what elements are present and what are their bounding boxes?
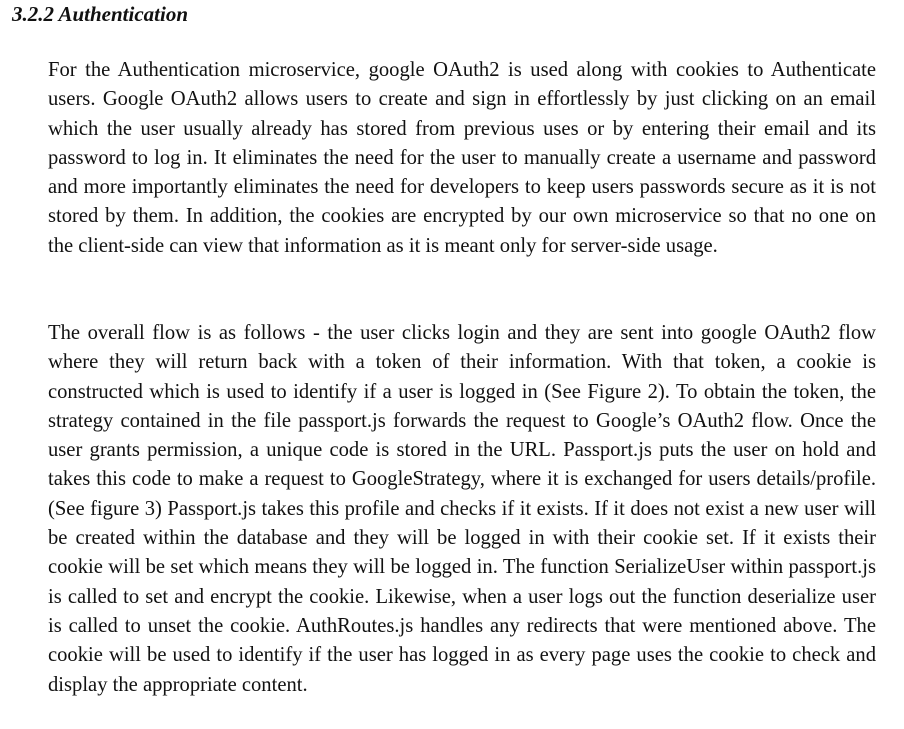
section-heading: 3.2.2 Authentication: [12, 2, 189, 26]
paragraph-auth-flow: The overall flow is as follows - the user clicks login and they are sent into google OAuth2 flow where they will return back with a token of their information. With that token, a cookie is constructed which is used to identify if a user is logged in (See Figure 2). To obtain the token, the strategy contained in the file passport.js forwards the request to Google’s OAuth2 flow. Once the user grants permission, a unique code is stored in the URL. Passport.js puts the user on hold and takes this code to make a request to GoogleStrategy, where it is exchanged for users details/profile. (See figure 3) Passport.js takes this profile and checks if it exists. If it does not exist a new user will be created within the database and they will be logged in with their cookie set. If it exists their cookie will be set which means they will be logged in. The function SerializeUser within passport.js is called to set and encrypt the cookie. Likewise, when a user logs out the function deserialize user is called to unset the cookie. AuthRoutes.js handles any redirects that were mentioned above. The cookie will be used to identify if the user has logged in as every page uses the cookie to check and display the appropriate content.: [48, 322, 876, 696]
paragraph-oauth-overview: For the Authentication microservice, google OAuth2 is used along with cookies to Authenticate users. Google OAuth2 allows users to create and sign in effortlessly by just clicking on an email which the user usually already has stored from previous uses or by entering their email and its password to log in. It eliminates the need for the user to manually create a username and password and more importantly eliminates the need for developers to keep users passwords secure as it is not stored by them. In addition, the cookies are encrypted by our own microservice so that no one on the client-side can view that information as it is meant only for server-side usage.: [48, 59, 876, 257]
